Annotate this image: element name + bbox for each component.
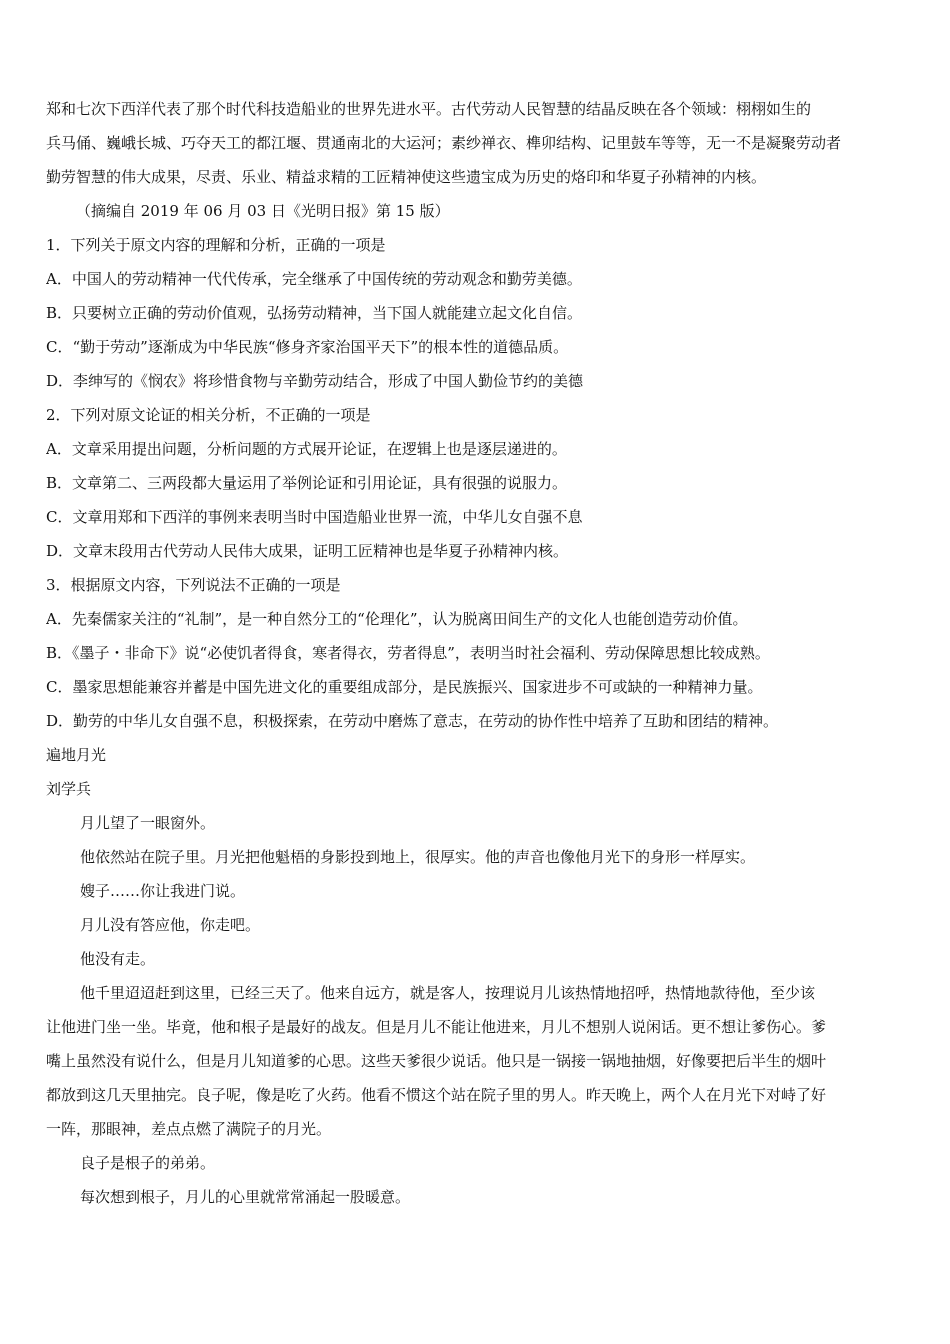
story-paragraph: 嫂子……你让我进门说。 — [80, 882, 246, 900]
story-title: 遍地月光 — [46, 746, 107, 764]
story-long-paragraph — [46, 976, 908, 1146]
question-3 — [46, 568, 908, 738]
story-line: 让他进门坐一坐。毕竟，他和根子是最好的战友。但是月儿不能让他进来，月儿不想别人说闲话。更不想让爹伤心。爹 — [46, 1018, 827, 1036]
story-paragraph: 月儿没有答应他，你走吧。 — [80, 916, 261, 934]
story-line: 都放到这几天里抽完。良子呢，像是吃了火药。他看不惯这个站在院子里的男人。昨天晚上，两个人在月光下对峙了好 — [46, 1086, 827, 1104]
question-stem: 3．根据原文内容，下列说法不正确的一项是 — [46, 576, 341, 594]
option-d: D．李绅写的《悯农》将珍惜食物与辛勤劳动结合，形成了中国人勤俭节约的美德 — [46, 372, 584, 390]
story-section — [46, 738, 908, 1214]
essay-paragraph — [46, 92, 908, 228]
question-1 — [46, 228, 908, 398]
story-paragraph: 良子是根子的弟弟。 — [80, 1154, 216, 1172]
essay-line: 兵马俑、巍峨长城、巧夺天工的都江堰、贯通南北的大运河；素纱禅衣、榫卯结构、记里鼓车等等，无一不是凝聚劳动者 — [46, 134, 842, 152]
question-stem: 1．下列关于原文内容的理解和分析，正确的一项是 — [46, 236, 386, 254]
option-c: C．“勤于劳动”逐渐成为中华民族“修身齐家治国平天下”的根本性的道德品质。 — [46, 338, 569, 356]
option-c: C．文章用郑和下西洋的事例来表明当时中国造船业世界一流，中华儿女自强不息 — [46, 508, 583, 526]
document-page — [46, 92, 908, 1214]
option-a: A．先秦儒家关注的“礼制”，是一种自然分工的“伦理化”，认为脱离田间生产的文化人也能创造劳动价值。 — [46, 610, 748, 628]
question-stem: 2．下列对原文论证的相关分析，不正确的一项是 — [46, 406, 371, 424]
option-b: B．文章第二、三两段都大量运用了举例论证和引用论证，具有很强的说服力。 — [46, 474, 568, 492]
option-a: A．中国人的劳动精神一代代传承，完全继承了中国传统的劳动观念和勤劳美德。 — [46, 270, 582, 288]
story-paragraph: 月儿望了一眼窗外。 — [80, 814, 216, 832]
essay-line: 勤劳智慧的伟大成果，尽责、乐业、精益求精的工匠精神使这些遗宝成为历史的烙印和华夏子孙精神的内核。 — [46, 168, 767, 186]
essay-line: 郑和七次下西洋代表了那个时代科技造船业的世界先进水平。古代劳动人民智慧的结晶反映在各个领域：栩栩如生的 — [46, 100, 812, 118]
option-a: A．文章采用提出问题，分析问题的方式展开论证，在逻辑上也是逐层递进的。 — [46, 440, 567, 458]
question-2 — [46, 398, 908, 568]
story-author: 刘学兵 — [46, 780, 92, 798]
story-line: 一阵，那眼神，差点点燃了满院子的月光。 — [46, 1120, 332, 1138]
story-paragraph: 他没有走。 — [80, 950, 156, 968]
story-paragraph: 每次想到根子，月儿的心里就常常涌起一股暖意。 — [80, 1188, 411, 1206]
option-b: B．只要树立正确的劳动价值观，弘扬劳动精神，当下国人就能建立起文化自信。 — [46, 304, 583, 322]
story-line: 他千里迢迢赶到这里，已经三天了。他来自远方，就是客人，按理说月儿该热情地招呼，热情地款待他，至少该 — [80, 984, 816, 1002]
option-d: D．勤劳的中华儿女自强不息，积极探索，在劳动中磨炼了意志，在劳动的协作性中培养了互助和团结的精神。 — [46, 712, 779, 730]
option-c: C．墨家思想能兼容并蓄是中国先进文化的重要组成部分，是民族振兴、国家进步不可或缺的一种精神力量。 — [46, 678, 763, 696]
story-line: 嘴上虽然没有说什么，但是月儿知道爹的心思。这些天爹很少说话。他只是一锅接一锅地抽烟，好像要把后半生的烟叶 — [46, 1052, 827, 1070]
option-d: D．文章末段用古代劳动人民伟大成果，证明工匠精神也是华夏子孙精神内核。 — [46, 542, 569, 560]
option-b: B．《墨子・非命下》说“必使饥者得食，寒者得衣，劳者得息”，表明当时社会福利、劳动保障思想比较成熟。 — [46, 644, 770, 662]
story-paragraph: 他依然站在院子里。月光把他魁梧的身影投到地上，很厚实。他的声音也像他月光下的身形一样厚实。 — [80, 848, 756, 866]
source-citation: （摘编自 2019 年 06 月 03 日《光明日报》第 15 版） — [76, 202, 450, 220]
